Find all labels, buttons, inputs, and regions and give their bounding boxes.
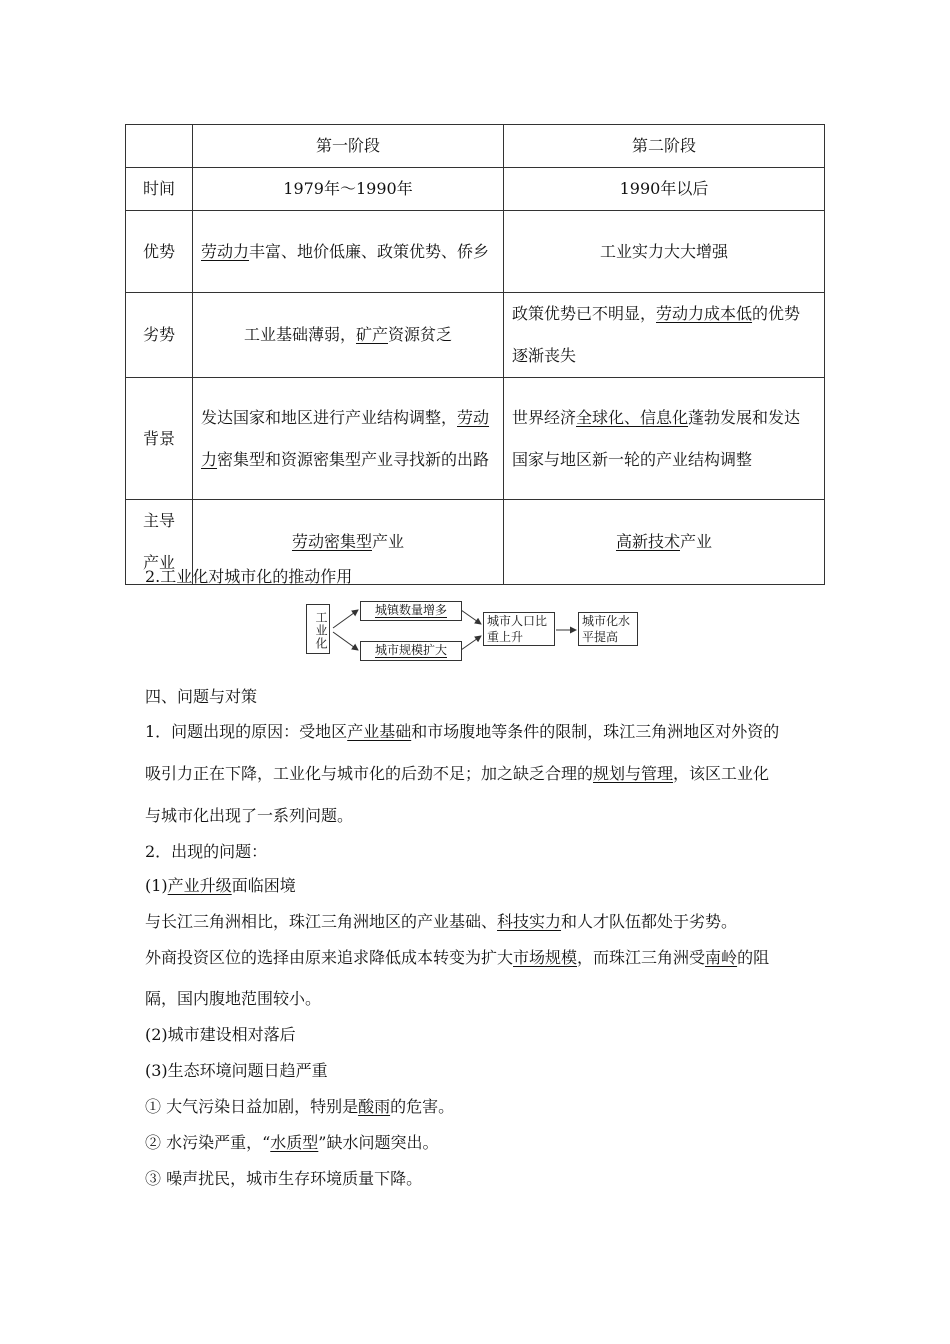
item1-number: (1) — [145, 876, 168, 895]
reason-text-d: ，该区工业化 — [673, 764, 770, 783]
underlined-term: 产业基础 — [347, 722, 412, 741]
row-label-leading-1: 主导 — [142, 511, 175, 530]
item3-2-a: ② 水污染严重，“ — [145, 1133, 271, 1152]
reason-text-b: 和市场腹地等条件的限制，珠江三角洲地区对外资的 — [411, 722, 780, 741]
underlined-term: 产业升级 — [167, 876, 232, 895]
underlined-term: 科技实力 — [497, 912, 562, 931]
disadvantage-stage2 — [504, 293, 825, 378]
item1-text: 面临困境 — [231, 876, 296, 895]
background-stage2-a: 世界经济 — [512, 407, 577, 427]
advantage-stage1 — [193, 211, 504, 293]
disadvantage-stage1-b: 资源贫乏 — [388, 325, 453, 344]
flow-branch-top-label: 城镇数量增多 — [374, 603, 447, 617]
advantage-stage2: 工业实力大大增强 — [504, 211, 825, 293]
disadvantage-stage2-b: 的优势逐渐丧失 — [512, 304, 801, 365]
underlined-term: 劳动力 — [201, 407, 490, 469]
row-label-advantage: 优势 — [126, 211, 193, 293]
underlined-term: 高新技术 — [615, 532, 680, 551]
reason-text-a: 1．问题出现的原因：受地区 — [145, 722, 348, 741]
reason-line-3: 与城市化出现了一系列问题。 — [145, 806, 354, 825]
underlined-term: 市场规模 — [513, 948, 578, 967]
flow-branch-top — [360, 601, 462, 621]
item1-line-2 — [145, 945, 769, 968]
reason-line-2 — [145, 761, 769, 784]
flow-middle-box: 城市人口比重上升 — [483, 612, 555, 646]
table-row-advantage — [126, 211, 825, 293]
underlined-term: 全球化、信息化 — [576, 407, 689, 427]
underlined-term: 劳动力成本低 — [656, 304, 753, 323]
flow-source-box: 工业化 — [306, 604, 330, 654]
flow-diagram — [306, 600, 646, 660]
section4-title: 四、问题与对策 — [145, 687, 258, 706]
underlined-term: 规划与管理 — [593, 764, 674, 783]
underlined-term: 南岭 — [705, 948, 738, 967]
background-stage2 — [504, 378, 825, 500]
time-stage2: 1990年以后 — [504, 168, 825, 211]
item1-l1-b: 和人才队伍都处于劣势。 — [561, 912, 738, 931]
row-label-time: 时间 — [126, 168, 193, 211]
leading-stage2-b: 产业 — [680, 532, 713, 551]
item1-l1-a: 与长江三角洲相比，珠江三角洲地区的产业基础、 — [145, 912, 498, 931]
flow-branch-bottom — [360, 641, 462, 661]
leading-stage1-b: 产业 — [372, 532, 405, 551]
background-stage1-b: 密集型和资源密集型产业寻找新的出路 — [217, 449, 490, 469]
disadvantage-stage1-a: 工业基础薄弱， — [243, 325, 356, 344]
item3-sub-2 — [145, 1130, 438, 1153]
background-stage2-b: 蓬勃发展和发达国家与地区新一轮的产业结构调整 — [512, 407, 801, 469]
underlined-term: 劳动密集型 — [291, 532, 372, 551]
header-stage1: 第一阶段 — [193, 125, 504, 168]
arrow-to-top — [333, 610, 358, 628]
row-label-background: 背景 — [126, 378, 193, 500]
item1-heading — [145, 873, 296, 896]
item3-2-b: ”缺水问题突出。 — [318, 1133, 439, 1152]
item1-l2-c: 的阻 — [737, 948, 770, 967]
item1-line-1 — [145, 909, 737, 932]
item3-1-b: 的危害。 — [390, 1097, 455, 1116]
item1-line-3: 隔，国内腹地范围较小。 — [145, 989, 322, 1008]
row-label-leading-2: 产业 — [142, 553, 175, 572]
comparison-table — [125, 124, 825, 585]
item3-sub-1 — [145, 1094, 454, 1117]
reason-line-1 — [145, 719, 779, 742]
table-row-disadvantage — [126, 293, 825, 378]
arrow-to-bottom — [333, 632, 358, 650]
item2-heading: (2)城市建设相对落后 — [145, 1025, 296, 1044]
header-empty-cell — [126, 125, 193, 168]
section2-title: 2.工业化对城市化的推动作用 — [145, 567, 353, 586]
table-row-time — [126, 168, 825, 211]
leading-stage2 — [504, 500, 825, 585]
disadvantage-stage1 — [193, 293, 504, 378]
table-row-background — [126, 378, 825, 500]
background-stage1 — [193, 378, 504, 500]
time-stage1: 1979年～1990年 — [193, 168, 504, 211]
item3-1-a: ① 大气污染日益加剧，特别是 — [145, 1097, 359, 1116]
problems-heading: 2．出现的问题： — [145, 842, 268, 861]
underlined-term: 劳动力 — [201, 241, 250, 261]
flow-result-box: 城市化水平提高 — [578, 612, 638, 646]
row-label-disadvantage: 劣势 — [126, 293, 193, 378]
item1-l2-a: 外商投资区位的选择由原来追求降低成本转变为扩大 — [145, 948, 514, 967]
underlined-term: 水质型 — [270, 1133, 319, 1152]
arrow-bottom-to-middle — [461, 636, 481, 650]
underlined-term: 酸雨 — [358, 1097, 391, 1116]
reason-text-c: 吸引力正在下降，工业化与城市化的后劲不足；加之缺乏合理的 — [145, 764, 594, 783]
disadvantage-stage2-a: 政策优势已不明显， — [512, 304, 657, 323]
advantage-stage1-text: 丰富、地价低廉、政策优势、侨乡 — [249, 241, 490, 261]
item3-sub-3: ③ 噪声扰民，城市生存环境质量下降。 — [145, 1169, 423, 1188]
underlined-term: 矿产 — [355, 325, 388, 344]
flow-branch-bottom-label: 城市规模扩大 — [374, 643, 447, 657]
item3-heading: (3)生态环境问题日趋严重 — [145, 1061, 328, 1080]
header-stage2: 第二阶段 — [504, 125, 825, 168]
item1-l2-b: ，而珠江三角洲受 — [577, 948, 706, 967]
arrow-top-to-middle — [461, 610, 481, 624]
background-stage1-a: 发达国家和地区进行产业结构调整， — [201, 407, 458, 427]
table-header-row — [126, 125, 825, 168]
